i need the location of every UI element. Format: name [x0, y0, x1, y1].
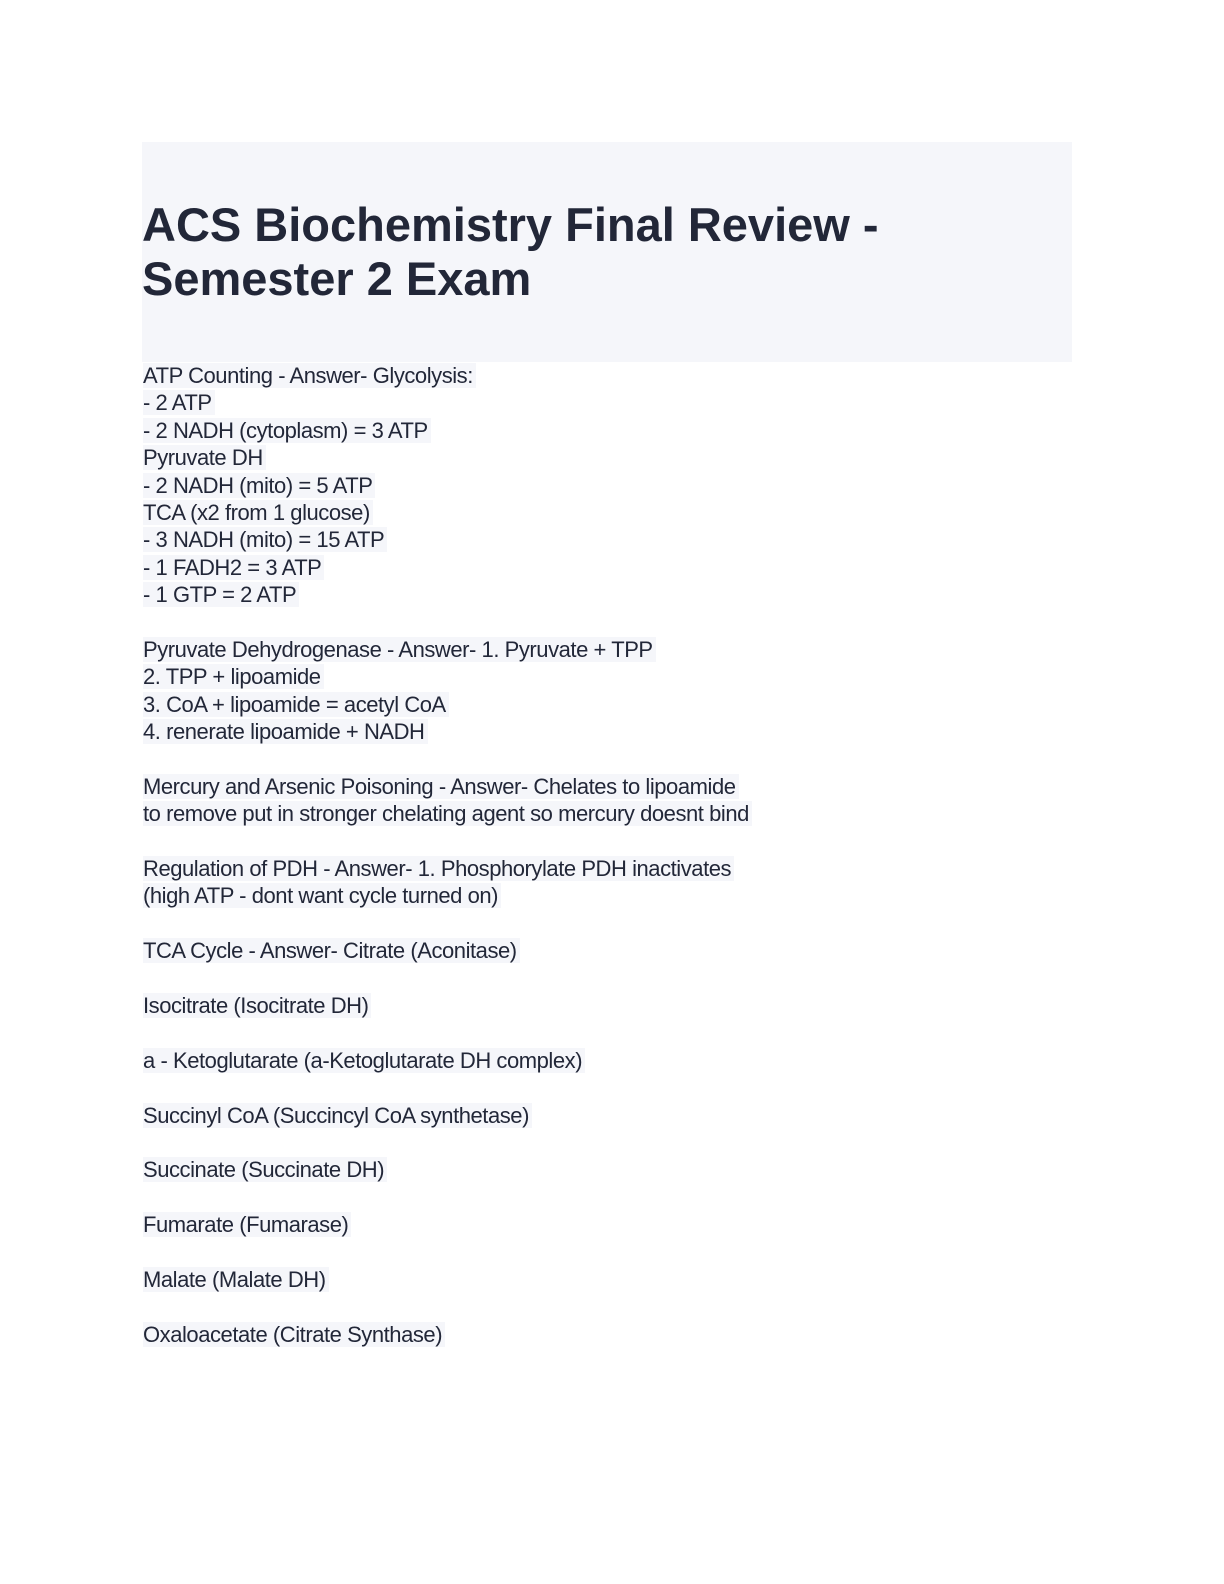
text-line: - 1 FADH2 = 3 ATP	[143, 554, 1073, 581]
text-line: - 1 GTP = 2 ATP	[143, 581, 1073, 608]
text-line: Succinate (Succinate DH)	[143, 1156, 1073, 1183]
blank-line	[143, 910, 1073, 937]
blank-line	[143, 1293, 1073, 1320]
text-line: - 2 NADH (cytoplasm) = 3 ATP	[143, 417, 1073, 444]
text-line: Regulation of PDH - Answer- 1. Phosphorylate PDH inactivates	[143, 855, 1073, 882]
title-block	[142, 142, 1072, 362]
document-body	[143, 362, 1073, 1348]
text-line: 3. CoA + lipoamide = acetyl CoA	[143, 691, 1073, 718]
text-line: Oxaloacetate (Citrate Synthase)	[143, 1321, 1073, 1348]
text-line: (high ATP - dont want cycle turned on)	[143, 882, 1073, 909]
text-line: Pyruvate DH	[143, 444, 1073, 471]
text-line: Fumarate (Fumarase)	[143, 1211, 1073, 1238]
text-line: to remove put in stronger chelating agent so mercury doesnt bind	[143, 800, 1073, 827]
blank-line	[143, 1184, 1073, 1211]
blank-line	[143, 1129, 1073, 1156]
text-line: Malate (Malate DH)	[143, 1266, 1073, 1293]
text-line: - 3 NADH (mito) = 15 ATP	[143, 526, 1073, 553]
text-line: Pyruvate Dehydrogenase - Answer- 1. Pyruvate + TPP	[143, 636, 1073, 663]
text-line: Mercury and Arsenic Poisoning - Answer- Chelates to lipoamide	[143, 773, 1073, 800]
text-line: - 2 ATP	[143, 389, 1073, 416]
text-line: TCA Cycle - Answer- Citrate (Aconitase)	[143, 937, 1073, 964]
text-line: ATP Counting - Answer- Glycolysis:	[143, 362, 1073, 389]
text-line: TCA (x2 from 1 glucose)	[143, 499, 1073, 526]
document-title	[142, 198, 1042, 306]
text-line: - 2 NADH (mito) = 5 ATP	[143, 472, 1073, 499]
blank-line	[143, 609, 1073, 636]
blank-line	[143, 1239, 1073, 1266]
blank-line	[143, 965, 1073, 992]
title-line-2: Semester 2 Exam	[142, 252, 532, 305]
blank-line	[143, 1019, 1073, 1046]
blank-line	[143, 745, 1073, 772]
text-line: 4. renerate lipoamide + NADH	[143, 718, 1073, 745]
blank-line	[143, 828, 1073, 855]
title-line-1: ACS Biochemistry Final Review -	[142, 198, 879, 251]
text-line: a - Ketoglutarate (a-Ketoglutarate DH complex)	[143, 1047, 1073, 1074]
text-line: 2. TPP + lipoamide	[143, 663, 1073, 690]
text-line: Isocitrate (Isocitrate DH)	[143, 992, 1073, 1019]
text-line: Succinyl CoA (Succincyl CoA synthetase)	[143, 1102, 1073, 1129]
blank-line	[143, 1074, 1073, 1101]
